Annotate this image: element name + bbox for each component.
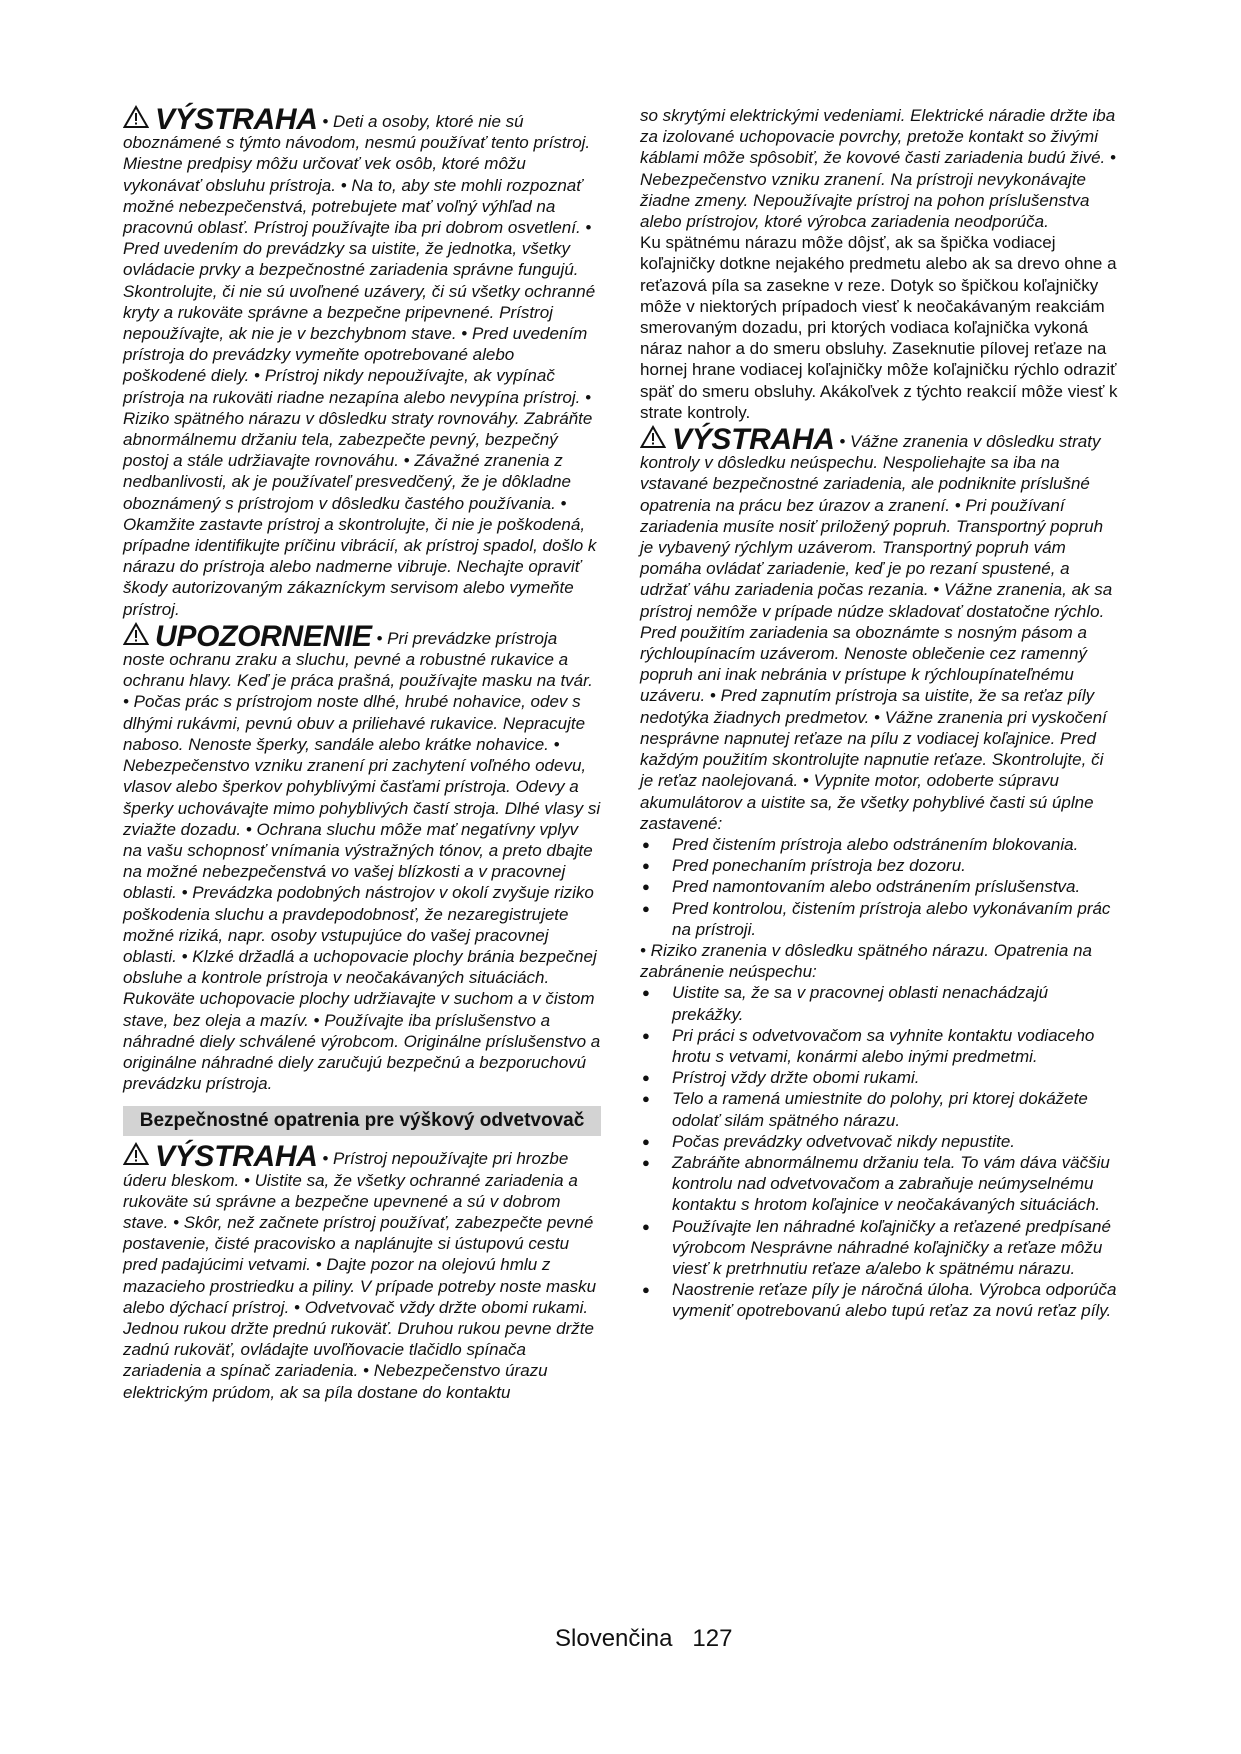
kickback-measures-intro: • Riziko zranenia v dôsledku spätného nárazu. Opatrenia na zabránenie neúspechu: (640, 940, 1093, 982)
list-item: ● Naostrenie reťaze píly je náročná úloha. Výrobca odporúča vymeniť opotrebovanú alebo tupú reťaz za novú reťaz píly. (640, 1279, 1118, 1321)
kickback-paragraph: Ku spätnému nárazu môže dôjsť, ak sa špička vodiacej koľajničky dotkne nejakého predmetu alebo ak sa drevo ohne a reťazová píla sa zasekne v reze. Dotyk so špičkou koľajničky môže v niektorých prípadoch viesť k neočakávaným reakciám smerovaným dozadu, pri ktorých vodiaca koľajnička vykoná náraz nahor a do smeru obsluhy. Zaseknutie pílovej reťaze na hornej hrane vodiacej koľajničky môže koľajničku rýchlo odraziť späť do smeru obsluhy. Akákoľvek z týchto reakcií môže viesť k strate kontroly. (640, 233, 1118, 422)
warning-triangle-icon (123, 105, 149, 129)
list-item: ● Pred ponechaním prístroja bez dozoru. (640, 855, 1118, 876)
caution-heading: UPOZORNENIE (155, 619, 372, 653)
warning-heading: VÝSTRAHA (672, 423, 835, 457)
warning-block-3 (640, 425, 1118, 834)
caution-block (123, 619, 601, 1094)
page-number: 127 (692, 1625, 733, 1652)
caution-text: • Pri prevádzke prístroja noste ochranu zraku a sluchu, pevné a robustné rukavice a ochranu hlavy. Keď je práca prašná, používajte masku na tvár. • Počas prác s prístrojom noste dlhé, hrubé nohavice, odev s dlhými rukávmi, pevnú obuv a priliehavé rukavice. Nepracujte naboso. Nenoste šperky, sandále alebo krátke nohavice. • Nebezpečenstvo vzniku zranení pri zachytení voľného odevu, vlasov alebo šperkov pohyblivými časťami prístroja. Odevy a šperky uchovávajte mimo pohyblivých častí stroja. Dlhé vlasy si zviažte dozadu. • Ochrana sluchu môže mať negatívny vplyv na vašu schopnosť vnímania výstražných tónov, a preto dbajte na možné nebezpečenstvá vo vašej blízkosti a v pracovnej oblasti. • Prevádzka podobných nástrojov v okolí zvyšuje riziko poškodenia sluchu a pravdepodobnosť, že nezaregistrujete možné riziká, napr. osoby vstupujúce do vašej pracovnej oblasti. • Klzké držadlá a uchopovacie plochy bránia bezpečnej obsluhe a kontrole prístroja v neočakávaných situáciách. Rukoväte uchopovacie plochy udržiavajte v suchom a v čistom stave, bez oleja a mazív. • Používajte iba príslušenstvo a náhradné diely schválené výrobcom. Originálne príslušenstvo a originálne náhradné diely zaručujú bezpečnú a bezporuchovú prevádzku prístroja. (123, 628, 601, 1094)
list-item: ● Pred namontovaním alebo odstránením príslušenstva. (640, 876, 1118, 897)
list-item: ● Pred čistením prístroja alebo odstránením blokovania. (640, 834, 1118, 855)
warning-triangle-icon (123, 622, 149, 646)
list-item: ● Počas prevádzky odvetvovač nikdy nepustite. (640, 1131, 1118, 1152)
stop-conditions-list (640, 834, 1118, 940)
warning-triangle-icon (123, 1142, 149, 1166)
list-item: ● Uistite sa, že sa v pracovnej oblasti nenachádzajú prekážky. (640, 982, 1118, 1024)
warning-block-2 (123, 1142, 601, 1402)
warning-text: • Deti a osoby, ktoré nie sú oboznámené s týmto návodom, nesmú používať tento prístroj. Miestne predpisy môžu určovať vek osôb, ktoré môžu vykonávať obsluhu prístroja. • Na to, aby ste mohli rozpoznať možné nebezpečenstvá, potrebujete mať voľný výhľad na pracovnú oblasť. Prístroj používajte iba pri dobrom osvetlení. • Pred uvedením do prevádzky sa uistite, že jednotka, všetky ovládacie prvky a bezpečnostné zariadenia správne fungujú. Skontrolujte, či nie sú uvoľnené uzávery, či sú všetky ochranné kryty a rukoväte správne a bezpečne pripevnené. Prístroj nepoužívajte, ak nie je v bezchybnom stave. • Pred uvedením prístroja do prevádzky vymeňte opotrebované alebo poškodené diely. • Prístroj nikdy nepoužívajte, ak vypínač prístroja na rukoväti riadne nezapína alebo nevypína prístroj. • Riziko spätného nárazu v dôsledku straty rovnováhy. Zabráňte abnormálnemu držaniu tela, zabezpečte pevný, bezpečný postoj a stále udržiavajte rovnováhu. • Závažné zranenia z nedbanlivosti, ak je používateľ presvedčený, že je dôkladne oboznámený s prístrojom v dôsledku častého používania. • Okamžite zastavte prístroj a skontrolujte, či nie je poškodená, prípadne identifikujte príčinu vibrácií, ak prístroj spadol, došlo k nárazu do prístroja alebo nadmerne vibruje. Nechajte opraviť škody autorizovaným zákazníckym servisom alebo vymeňte prístroj. (123, 112, 597, 619)
footer-language: Slovenčina (555, 1625, 673, 1652)
list-item: ● Používajte len náhradné koľajničky a reťazené predpísané výrobcom Nesprávne náhradné koľajničky a reťaze môžu viesť k pretrhnutiu reťaze a/alebo k spätnému nárazu. (640, 1216, 1118, 1280)
warning-text: • Vážne zranenia v dôsledku straty kontroly v dôsledku neúspechu. Nespoliehajte sa iba na vstavané bezpečnostné zariadenia, ale podniknite príslušné opatrenia na prácu bez úrazov a zranení. • Pri používaní zariadenia musíte nosiť priložený popruh. Transportný popruh je vybavený rýchlym uzáverom. Transportný popruh vám pomáha ovládať zariadenie, keď je po rezaní spustené, a udržať váhu zariadenia počas rezania. • Vážne zranenia, ak sa prístroj nemôže v prípade núdze skladovať dostatočne rýchlo. Pred použitím zariadenia sa oboznámte s nosným pásom a rýchloupínacím uzáverom. Nenoste oblečenie cez ramenný popruh ani inak nebránia v prístupe k rýchloupínateľnému uzáveru. • Pred zapnutím prístroja sa uistite, že sa reťaz píly nedotýka žiadnych predmetov. • Vážne zranenia pri vyskočení nesprávne napnutej reťaze na pílu z vodiacej koľajnice. Pred každým použitím skontrolujte napnutie reťaze. Skontrolujte, či je reťaz naolejovaná. • Vypnite motor, odoberte súpravu akumulátorov a uistite sa, že všetky pohyblivé časti sú úplne zastavené: (640, 432, 1113, 833)
paragraph-continued: so skrytými elektrickými vedeniami. Elektrické náradie držte iba za izolované uchopovacie povrchy, pretože kontakt so živými káblami môže spôsobiť, že kovové časti zariadenia budú živé. • Nebezpečenstvo vzniku zranení. Na prístroji nevykonávajte žiadne zmeny. Nepoužívajte prístroj na pohon príslušenstva alebo prístrojov, ktoré výrobca zariadenia neodporúča. (640, 106, 1116, 232)
list-item: ● Pri práci s odvetvovačom sa vyhnite kontaktu vodiaceho hrotu s vetvami, konármi alebo inými predmetmi. (640, 1025, 1118, 1067)
warning-block-1 (123, 105, 601, 620)
warning-triangle-icon (640, 425, 666, 449)
kickback-measures-list (640, 982, 1118, 1321)
warning-text: • Prístroj nepoužívajte pri hrozbe úderu bleskom. • Uistite sa, že všetky ochranné zariadenia a rukoväte sú správne a bezpečne upevnené a sú v dobrom stave. • Skôr, než začnete prístroj používať, zabezpečte pevné postavenie, čisté pracovisko a naplánujte si ústupovú cestu pred padajúcimi vetvami. • Dajte pozor na olejovú hmlu z mazacieho prostriedku a piliny. V prípade potreby noste masku alebo dýchací prístroj. • Odvetvovač vždy držte obomi rukami. Jednou rukou držte prednú rukoväť. Druhou rukou pevne držte zadnú rukoväť, ovládajte uvoľňovacie tlačidlo spínača zariadenia a spínač zariadenia. • Nebezpečenstvo úrazu elektrickým prúdom, ak sa píla dostane do kontaktu (123, 1149, 597, 1402)
warning-heading: VÝSTRAHA (155, 103, 318, 136)
list-item: ● Pred kontrolou, čistením prístroja alebo vykonávaním prác na prístroji. (640, 898, 1118, 940)
right-column (640, 105, 1118, 1322)
warning-heading: VÝSTRAHA (155, 1140, 318, 1174)
list-item: ● Telo a ramená umiestnite do polohy, pri ktorej dokážete odolať silám spätného nárazu. (640, 1088, 1118, 1130)
list-item: ● Zabráňte abnormálnemu držaniu tela. To vám dáva väčšiu kontrolu nad odvetvovačom a zabraňuje neúmyselnému kontaktu s hrotom koľajnice v neočakávaných situáciách. (640, 1152, 1118, 1216)
list-item: ● Prístroj vždy držte obomi rukami. (640, 1067, 1118, 1088)
section-heading: Bezpečnostné opatrenia pre výškový odvetvovač (123, 1106, 601, 1136)
left-column (123, 105, 601, 1403)
page-footer (555, 1625, 752, 1653)
